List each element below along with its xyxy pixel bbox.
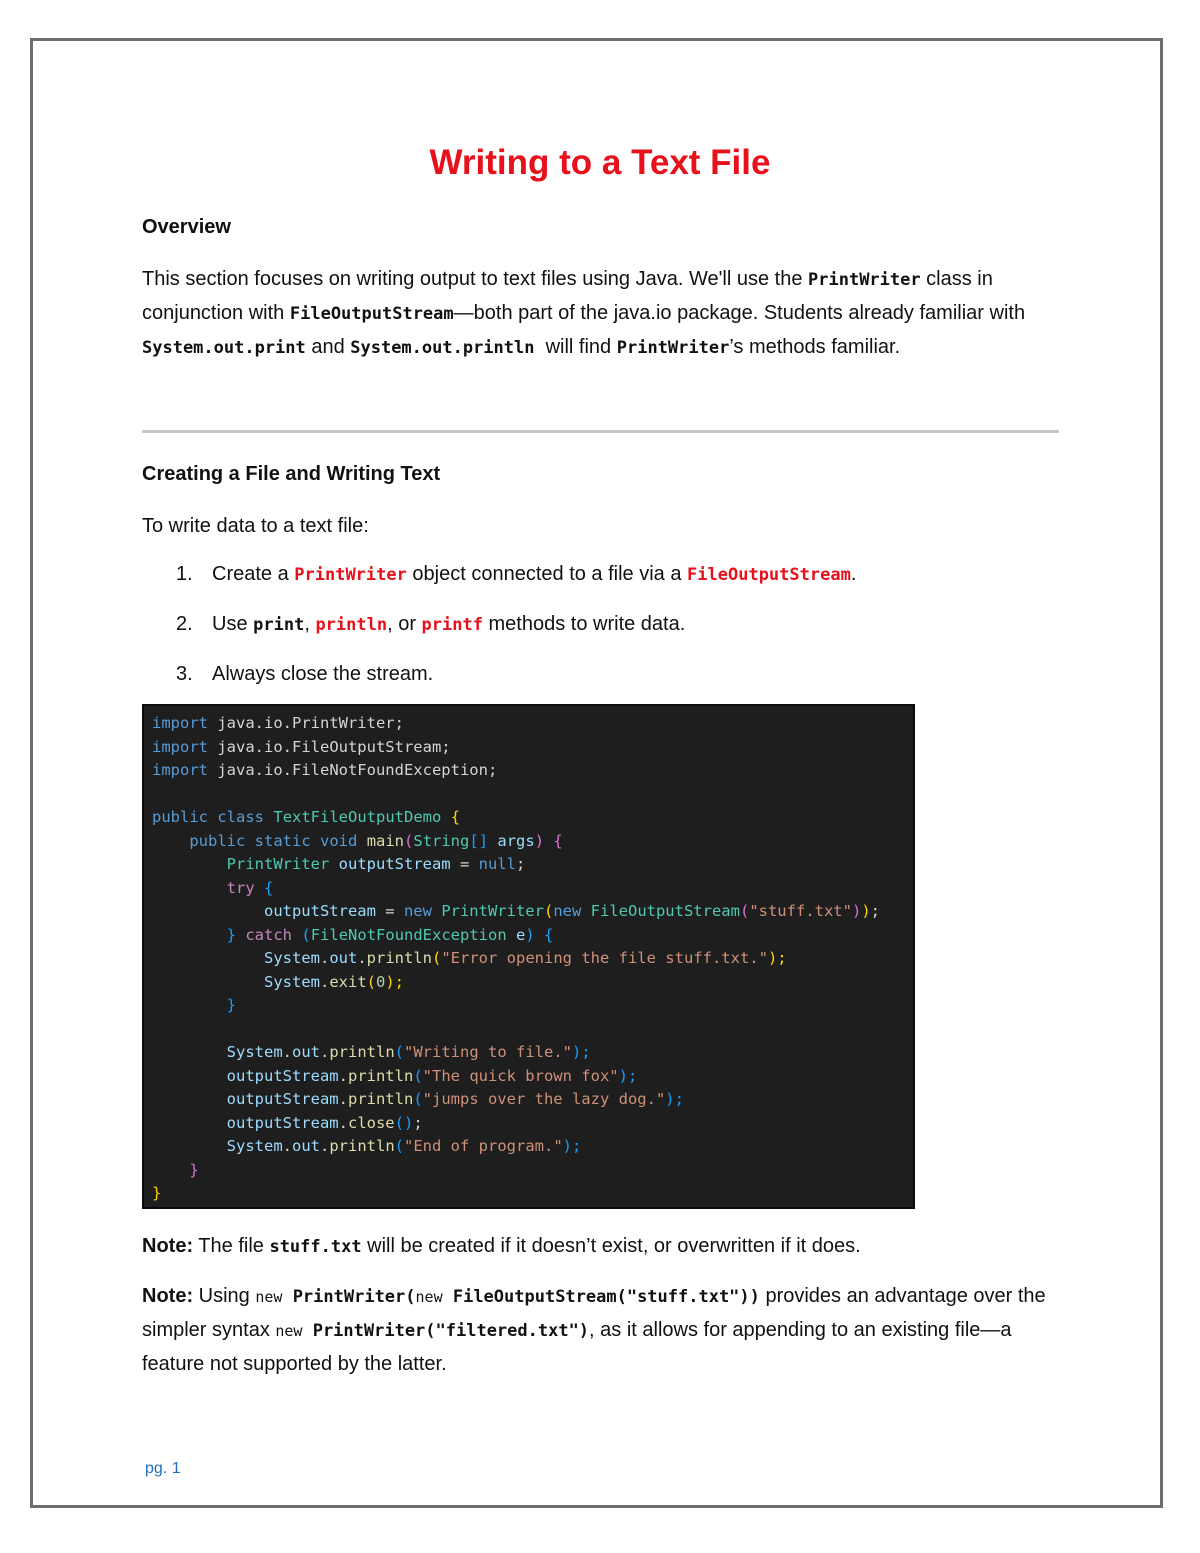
code-token: java.io.FileNotFoundException;	[208, 761, 498, 779]
code-token: null	[478, 855, 516, 873]
code-token: System	[263, 949, 320, 967]
code-line	[152, 736, 905, 760]
code-token: ;	[515, 855, 526, 873]
code-token: )	[851, 902, 862, 920]
note-stuff-txt	[142, 1230, 1062, 1264]
code-token	[535, 926, 544, 944]
code-token: .	[320, 1043, 330, 1061]
code-token	[152, 1043, 227, 1061]
code-token: {	[544, 925, 554, 944]
code-print: print	[253, 615, 305, 635]
code-token: =	[450, 855, 479, 873]
code-token	[152, 1067, 227, 1085]
notes-section	[142, 1230, 1062, 1381]
code-token: outputStream	[226, 1066, 339, 1085]
code-token: (	[739, 902, 750, 920]
code-token: new	[553, 902, 582, 920]
code-token: .	[319, 949, 330, 967]
code-token: .	[320, 1137, 330, 1155]
code-token	[152, 973, 264, 991]
code-system-out-println: System.out.println	[350, 338, 535, 358]
code-snippet: FileOutputStream("stuff.txt"))	[442, 1287, 760, 1307]
code-token: import	[152, 737, 208, 756]
code-line	[152, 994, 905, 1018]
step-text: Use	[212, 613, 254, 635]
code-token: out	[292, 1137, 320, 1155]
code-token: "End of program."	[404, 1137, 563, 1155]
code-token: outputStream	[263, 902, 376, 920]
code-fileoutputstream: FileOutputStream	[687, 565, 851, 585]
code-token: .	[282, 1137, 292, 1155]
code-printwriter: PrintWriter	[808, 270, 921, 290]
overview-text: class in conjunction with	[142, 268, 993, 324]
code-token: "stuff.txt"	[749, 902, 852, 920]
code-token: {	[553, 831, 563, 850]
code-snippet: PrintWriter(	[282, 1287, 416, 1307]
overview-text: ’s methods familiar.	[729, 336, 901, 358]
code-token: args	[497, 831, 535, 850]
code-println: println	[315, 615, 388, 635]
code-token: String	[413, 831, 470, 850]
step-text: .	[850, 563, 857, 585]
code-token: );	[572, 1043, 591, 1061]
code-token	[255, 879, 264, 897]
code-keyword: new	[415, 1288, 443, 1306]
code-line	[152, 712, 905, 736]
note-text: will be created if it doesn’t exist, or overwritten if it does.	[361, 1235, 861, 1257]
code-token	[357, 832, 366, 850]
code-token: try	[226, 878, 255, 897]
overview-section	[142, 216, 1062, 365]
code-token: System	[226, 1137, 283, 1155]
code-token: (	[366, 972, 376, 991]
steps-list	[142, 559, 1062, 689]
code-token: (	[394, 1137, 405, 1155]
code-line-blank	[152, 783, 905, 807]
code-printwriter: PrintWriter	[294, 565, 407, 585]
code-token: out	[329, 949, 358, 967]
code-token	[152, 1137, 227, 1155]
code-token	[544, 832, 553, 850]
code-token: println	[366, 949, 432, 967]
code-system-out-print: System.out.print	[142, 338, 306, 358]
code-token: .	[338, 1066, 348, 1085]
code-token: .	[338, 1113, 348, 1132]
note-label: Note:	[142, 1285, 194, 1307]
code-token	[245, 832, 254, 850]
note-printwriter-advantage	[142, 1280, 1062, 1381]
code-token: java.io.FileOutputStream;	[208, 737, 451, 756]
step-text: , or	[387, 613, 422, 635]
code-token: println	[347, 1090, 414, 1108]
code-token	[236, 926, 245, 944]
step-text: object connected to a file via a	[406, 563, 688, 585]
code-token: println	[347, 1066, 414, 1085]
code-line	[152, 900, 905, 924]
code-token: out	[292, 1043, 320, 1061]
code-token: FileOutputStream	[590, 902, 740, 920]
code-token: import	[152, 714, 208, 732]
code-token: ;	[870, 902, 880, 920]
code-token: )	[525, 925, 535, 944]
code-line	[152, 1182, 905, 1206]
code-token: class	[217, 808, 265, 826]
code-token	[152, 832, 189, 850]
code-token	[208, 808, 217, 826]
code-line	[152, 1065, 905, 1089]
code-token	[152, 879, 227, 897]
code-token: "jumps over the lazy dog."	[422, 1090, 666, 1108]
step-text: Always close the stream.	[212, 663, 434, 685]
code-token	[581, 902, 590, 920]
code-token	[432, 902, 441, 920]
code-token	[292, 926, 301, 944]
code-token: main	[366, 831, 405, 850]
code-line	[152, 806, 905, 830]
code-token: outputStream	[226, 1113, 339, 1132]
code-token: close	[347, 1113, 395, 1132]
code-token: {	[450, 808, 461, 826]
overview-paragraph	[142, 263, 1062, 365]
code-token: PrintWriter	[441, 902, 544, 920]
code-token: (	[543, 902, 554, 920]
code-token: java.io.PrintWriter;	[208, 714, 404, 732]
step-text: ,	[304, 613, 316, 635]
code-token: FileNotFoundException	[310, 925, 507, 944]
code-token: "The quick brown fox"	[422, 1066, 619, 1085]
code-line	[152, 1041, 905, 1065]
code-line	[152, 924, 905, 948]
creating-intro: To write data to a text file:	[142, 515, 369, 537]
code-token: catch	[245, 925, 293, 944]
code-token: }	[226, 925, 236, 944]
list-item	[142, 559, 1062, 590]
overview-text: This section focuses on writing output to text files using Java. We'll use the	[142, 268, 809, 290]
code-token: (	[413, 1090, 423, 1108]
section-divider	[142, 430, 1059, 433]
code-token: )	[861, 902, 871, 920]
code-token: );	[385, 972, 405, 991]
code-token: }	[189, 1160, 199, 1179]
note-text: , as it allows for appending to an existing file—a feature not supported by the latter.	[142, 1319, 1012, 1375]
step-text: Create a	[212, 563, 295, 585]
code-token: System	[263, 972, 320, 991]
code-token: public	[189, 831, 246, 850]
code-token: 0	[376, 972, 386, 991]
code-token: )	[534, 831, 545, 850]
code-token: }	[226, 996, 236, 1014]
code-token	[441, 808, 450, 826]
code-line	[152, 759, 905, 783]
code-token: }	[152, 1184, 162, 1202]
code-token: .	[338, 1090, 348, 1108]
code-token: println	[329, 1137, 395, 1155]
code-token: exit	[329, 972, 367, 991]
code-line	[152, 971, 905, 995]
code-token: "Error opening the file stuff.txt."	[441, 949, 768, 967]
note-text: Using	[193, 1285, 256, 1307]
code-token: .	[282, 1043, 292, 1061]
code-token: "Writing to file."	[404, 1043, 572, 1061]
step-text: methods to write data.	[482, 613, 686, 635]
code-token: []	[469, 831, 489, 850]
list-item	[142, 659, 1062, 689]
code-token: outputStream	[226, 1090, 339, 1108]
code-snippet: PrintWriter("filtered.txt")	[302, 1321, 590, 1341]
code-token	[152, 1114, 227, 1132]
code-token: import	[152, 761, 208, 779]
code-line	[152, 1088, 905, 1112]
page-number: pg. 1	[145, 1460, 181, 1477]
code-line	[152, 853, 905, 877]
code-token	[311, 832, 320, 850]
code-line	[152, 1135, 905, 1159]
code-token: (	[301, 925, 311, 944]
code-token: );	[562, 1137, 582, 1155]
list-item	[142, 609, 1062, 640]
code-printwriter: PrintWriter	[616, 338, 730, 358]
code-token	[152, 855, 227, 873]
note-text: The file	[193, 1235, 270, 1257]
code-line-blank	[152, 1018, 905, 1042]
note-text: provides an advantage over the simpler syntax	[142, 1285, 1046, 1341]
overview-text: will find	[534, 336, 617, 358]
code-printf: printf	[421, 615, 483, 635]
code-keyword: new	[275, 1322, 303, 1340]
code-line	[152, 1159, 905, 1183]
code-line	[152, 1112, 905, 1136]
code-token	[152, 996, 227, 1014]
code-token	[152, 949, 264, 967]
code-token	[329, 855, 338, 873]
code-token: (	[432, 949, 442, 967]
step-number: 1.	[176, 563, 193, 585]
code-line	[152, 947, 905, 971]
code-token: static	[254, 831, 311, 850]
code-token: PrintWriter	[226, 855, 330, 873]
code-token: .	[319, 972, 330, 991]
page-title: Writing to a Text File	[429, 143, 771, 182]
code-token	[152, 902, 264, 920]
code-token: .	[357, 949, 367, 967]
code-token	[488, 832, 497, 850]
code-token	[264, 808, 273, 826]
code-token: println	[329, 1043, 395, 1061]
code-token: (	[394, 1113, 404, 1132]
code-token: )	[404, 1113, 414, 1132]
code-token: (	[413, 1066, 423, 1085]
code-token: );	[665, 1090, 684, 1108]
creating-section	[142, 463, 1062, 708]
code-token: outputStream	[338, 855, 451, 873]
code-block	[142, 704, 915, 1209]
code-token: ;	[413, 1113, 423, 1132]
overview-text: and	[305, 336, 351, 358]
code-token: {	[264, 878, 274, 897]
code-token: void	[320, 831, 358, 850]
code-token	[152, 1161, 189, 1179]
code-token: =	[375, 902, 404, 920]
note-label: Note:	[142, 1235, 194, 1257]
overview-heading: Overview	[142, 216, 231, 238]
code-token: new	[403, 902, 432, 920]
step-number: 2.	[176, 613, 193, 635]
code-token: );	[618, 1066, 638, 1085]
code-token	[152, 1090, 227, 1108]
code-token: e	[516, 925, 526, 944]
code-token	[507, 926, 516, 944]
code-line	[152, 877, 905, 901]
code-token: (	[404, 831, 414, 850]
code-token: (	[394, 1043, 405, 1061]
code-token: TextFileOutputDemo	[273, 808, 442, 826]
code-token: );	[767, 949, 787, 967]
overview-text: —both part of the java.io package. Students already familiar with	[453, 302, 1026, 324]
code-token: System	[226, 1043, 283, 1061]
code-token: public	[152, 808, 208, 826]
code-line	[152, 830, 905, 854]
code-fileoutputstream: FileOutputStream	[289, 304, 454, 324]
code-keyword: new	[255, 1288, 283, 1306]
creating-heading: Creating a File and Writing Text	[142, 463, 441, 485]
code-stuff-txt: stuff.txt	[269, 1237, 362, 1257]
code-token	[152, 926, 227, 944]
step-number: 3.	[176, 663, 193, 685]
